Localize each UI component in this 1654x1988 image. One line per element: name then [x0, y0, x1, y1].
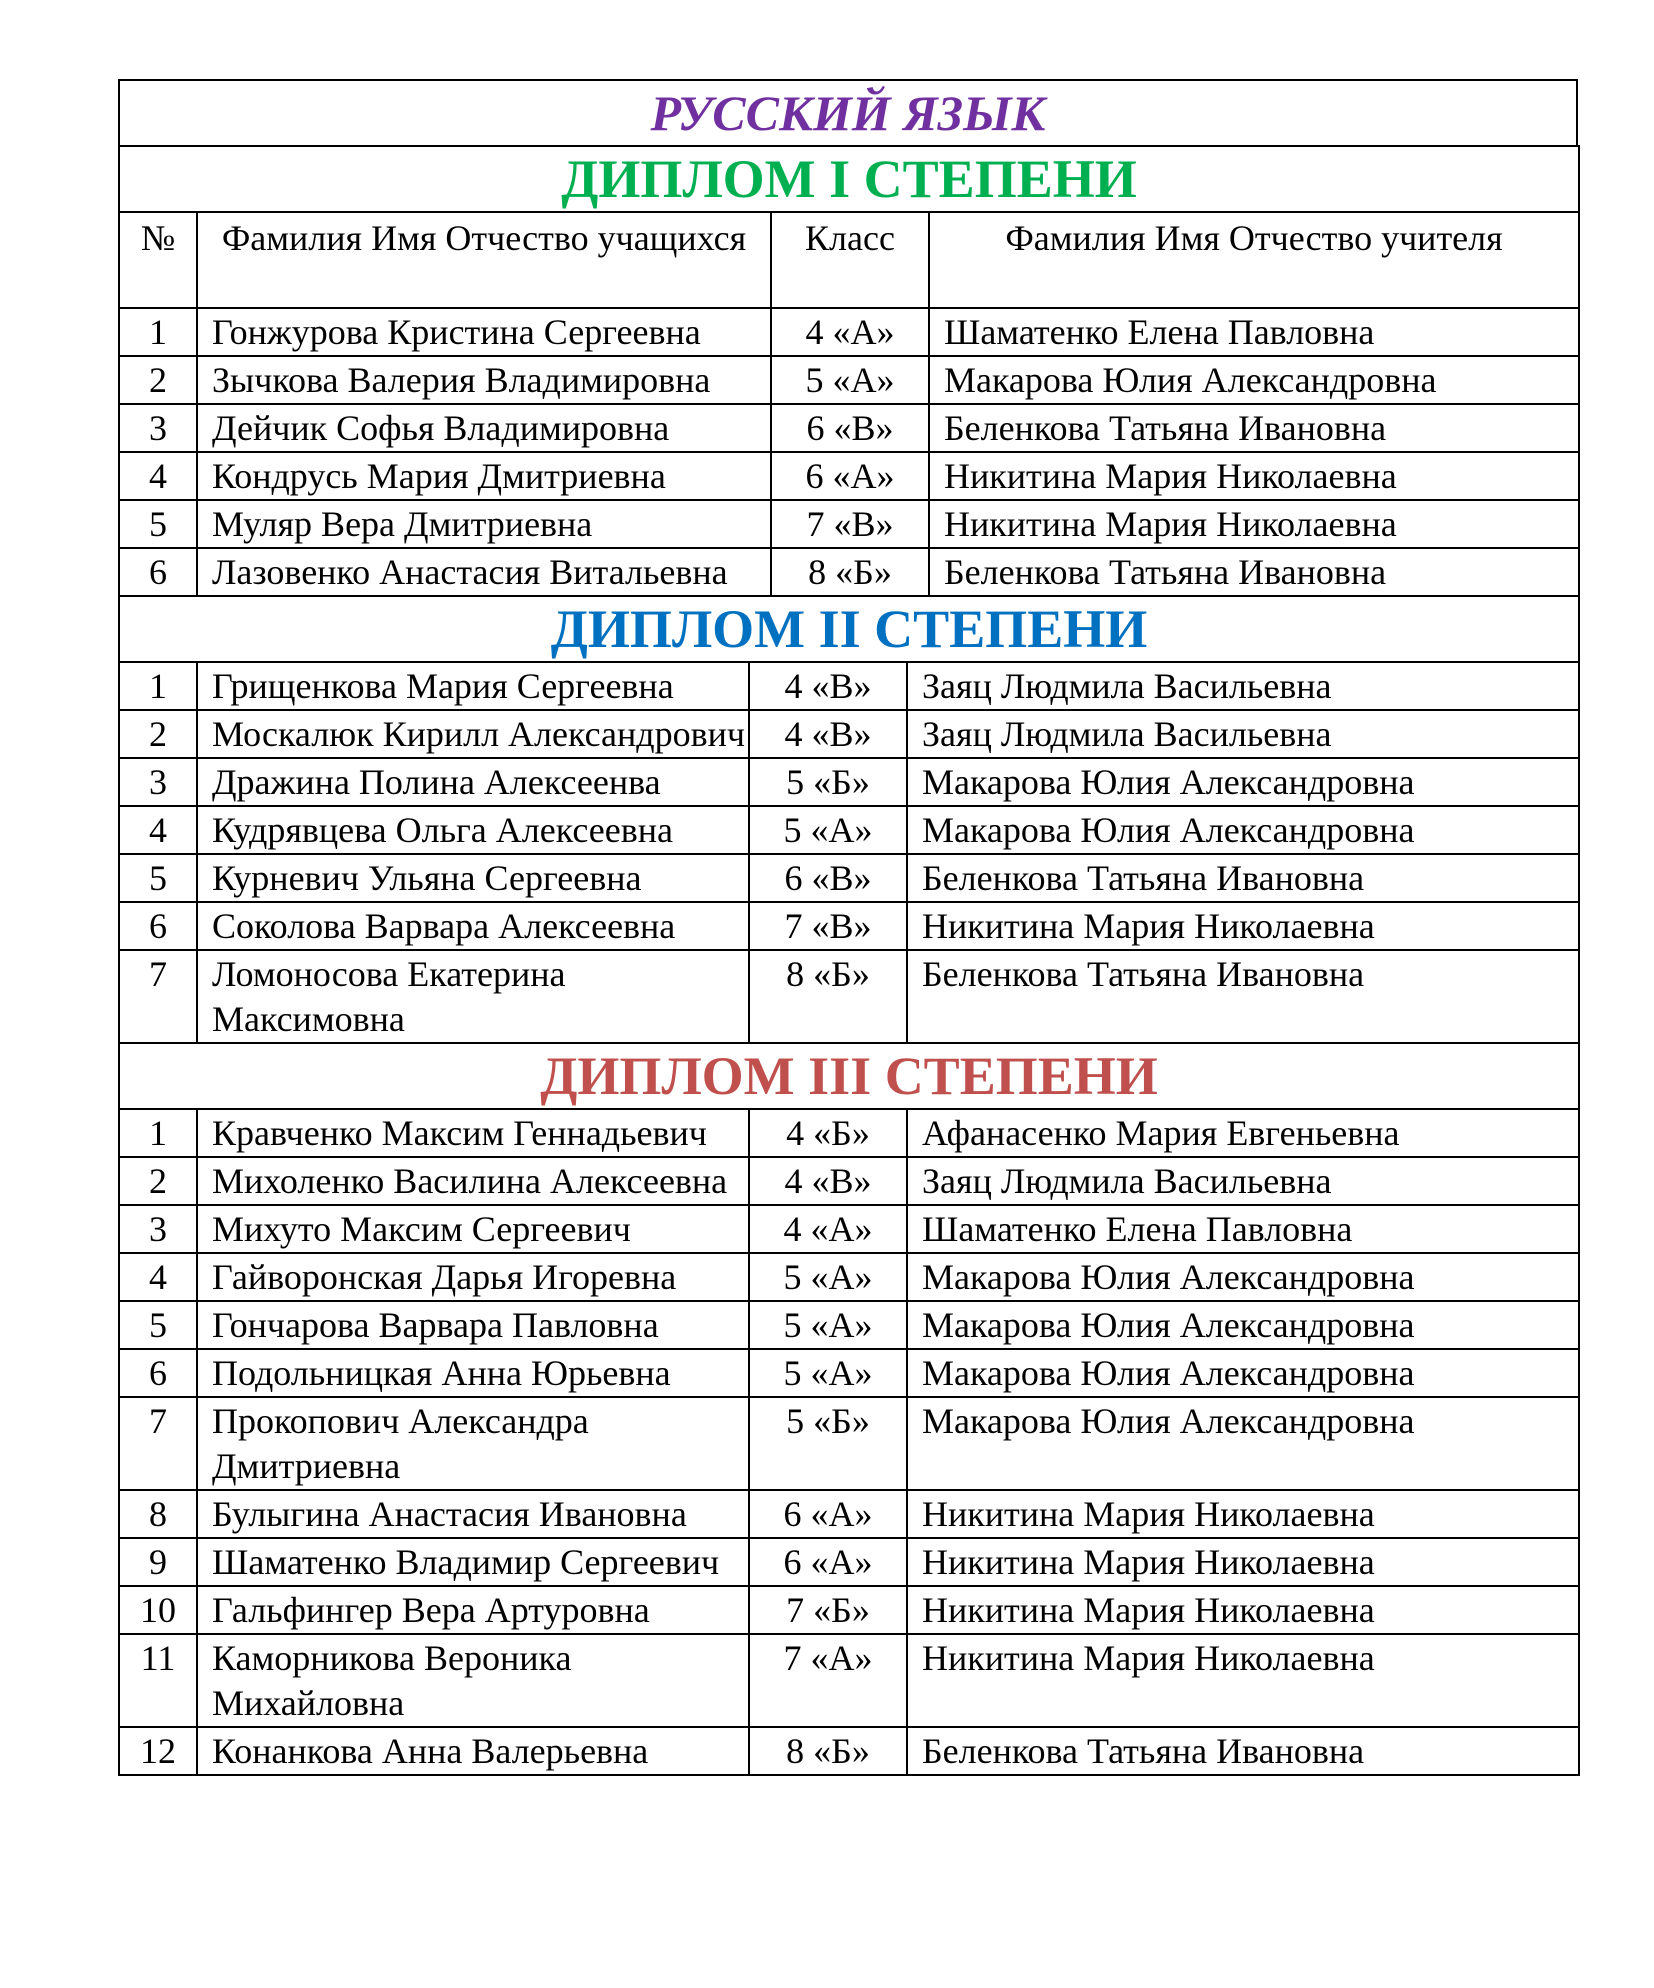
student-name: Кравченко Максим Геннадьевич [197, 1109, 749, 1157]
teacher-name: Никитина Мария Николаевна [907, 902, 1579, 950]
student-name: Дражина Полина Алексеенва [197, 758, 749, 806]
row-number: 3 [119, 404, 197, 452]
student-name: Лазовенко Анастасия Витальевна [197, 548, 771, 596]
class-label: 4 «В» [749, 710, 907, 758]
class-label: 5 «А» [771, 356, 929, 404]
student-name: Конанкова Анна Валерьевна [197, 1727, 749, 1775]
table-row [119, 1157, 1579, 1205]
diploma-1-rows [119, 308, 1579, 596]
row-number: 9 [119, 1538, 197, 1586]
diploma-2-rows [119, 662, 1579, 1043]
table-row [119, 1349, 1579, 1397]
class-label: 7 «Б» [749, 1586, 907, 1634]
header-student: Фамилия Имя Отчество учащихся [197, 212, 771, 308]
class-label: 6 «А» [749, 1490, 907, 1538]
row-number: 4 [119, 452, 197, 500]
row-number: 1 [119, 1109, 197, 1157]
teacher-name: Макарова Юлия Александровна [907, 758, 1579, 806]
teacher-name: Макарова Юлия Александровна [907, 1301, 1579, 1349]
class-label: 6 «В» [771, 404, 929, 452]
table-row [119, 806, 1579, 854]
teacher-name: Беленкова Татьяна Ивановна [907, 1727, 1579, 1775]
table-header-row [119, 212, 1579, 308]
class-label: 8 «Б» [749, 1727, 907, 1775]
row-number: 6 [119, 548, 197, 596]
row-number: 6 [119, 902, 197, 950]
row-number: 2 [119, 1157, 197, 1205]
student-name: Гончарова Варвара Павловна [197, 1301, 749, 1349]
student-name: Москалюк Кирилл Александрович [197, 710, 749, 758]
student-name: Гонжурова Кристина Сергеевна [197, 308, 771, 356]
class-label: 6 «А» [771, 452, 929, 500]
diploma-3-heading: ДИПЛОМ III СТЕПЕНИ [119, 1043, 1579, 1109]
row-number: 4 [119, 1253, 197, 1301]
teacher-name: Никитина Мария Николаевна [907, 1538, 1579, 1586]
table-row [119, 758, 1579, 806]
class-label: 4 «В» [749, 1157, 907, 1205]
table-row [119, 1727, 1579, 1775]
table-row [119, 1634, 1579, 1727]
teacher-name: Никитина Мария Николаевна [929, 500, 1579, 548]
table-row [119, 662, 1579, 710]
student-name: Кудрявцева Ольга Алексеевна [197, 806, 749, 854]
student-name: Гальфингер Вера Артуровна [197, 1586, 749, 1634]
table-row [119, 1301, 1579, 1349]
teacher-name: Беленкова Татьяна Ивановна [929, 404, 1579, 452]
teacher-name: Макарова Юлия Александровна [907, 806, 1579, 854]
row-number: 1 [119, 308, 197, 356]
table-row [119, 356, 1579, 404]
table-row [119, 548, 1579, 596]
student-name: Михоленко Василина Алексеевна [197, 1157, 749, 1205]
table-row [119, 902, 1579, 950]
row-number: 11 [119, 1634, 197, 1727]
row-number: 5 [119, 500, 197, 548]
class-label: 4 «А» [771, 308, 929, 356]
table-row [119, 1109, 1579, 1157]
student-name: Прокопович Александра Дмитриевна [197, 1397, 749, 1490]
teacher-name: Шаматенко Елена Павловна [907, 1205, 1579, 1253]
class-label: 4 «В» [749, 662, 907, 710]
class-label: 6 «А» [749, 1538, 907, 1586]
student-name: Гайворонская Дарья Игоревна [197, 1253, 749, 1301]
student-name: Ломоносова Екатерина Максимовна [197, 950, 749, 1043]
teacher-name: Никитина Мария Николаевна [907, 1634, 1579, 1727]
teacher-name: Беленкова Татьяна Ивановна [929, 548, 1579, 596]
student-name: Булыгина Анастасия Ивановна [197, 1490, 749, 1538]
student-name: Зычкова Валерия Владимировна [197, 356, 771, 404]
subject-title: РУССКИЙ ЯЗЫК [119, 80, 1577, 146]
teacher-name: Никитина Мария Николаевна [929, 452, 1579, 500]
row-number: 12 [119, 1727, 197, 1775]
teacher-name: Заяц Людмила Васильевна [907, 1157, 1579, 1205]
teacher-name: Беленкова Татьяна Ивановна [907, 854, 1579, 902]
row-number: 6 [119, 1349, 197, 1397]
table-row [119, 1490, 1579, 1538]
student-name: Шаматенко Владимир Сергеевич [197, 1538, 749, 1586]
teacher-name: Макарова Юлия Александровна [929, 356, 1579, 404]
row-number: 10 [119, 1586, 197, 1634]
class-label: 5 «А» [749, 1349, 907, 1397]
class-label: 7 «В» [771, 500, 929, 548]
row-number: 5 [119, 1301, 197, 1349]
teacher-name: Макарова Юлия Александровна [907, 1349, 1579, 1397]
row-number: 2 [119, 710, 197, 758]
row-number: 3 [119, 758, 197, 806]
row-number: 4 [119, 806, 197, 854]
table-row [119, 1586, 1579, 1634]
student-name: Михуто Максим Сергеевич [197, 1205, 749, 1253]
class-label: 5 «А» [749, 1301, 907, 1349]
teacher-name: Заяц Людмила Васильевна [907, 662, 1579, 710]
diploma-1-table [118, 145, 1580, 597]
diploma-1-heading: ДИПЛОМ I СТЕПЕНИ [119, 146, 1579, 212]
table-row [119, 950, 1579, 1043]
student-name: Каморникова Вероника Михайловна [197, 1634, 749, 1727]
row-number: 7 [119, 1397, 197, 1490]
row-number: 5 [119, 854, 197, 902]
student-name: Кондрусь Мария Дмитриевна [197, 452, 771, 500]
diploma-3-rows [119, 1109, 1579, 1775]
results-sheet [118, 79, 1578, 1776]
row-number: 3 [119, 1205, 197, 1253]
table-row [119, 1253, 1579, 1301]
teacher-name: Макарова Юлия Александровна [907, 1253, 1579, 1301]
table-row [119, 1205, 1579, 1253]
table-row [119, 710, 1579, 758]
table-row [119, 1397, 1579, 1490]
class-label: 4 «А» [749, 1205, 907, 1253]
diploma-3-table [118, 1042, 1580, 1776]
class-label: 5 «Б» [749, 1397, 907, 1490]
student-name: Подольницкая Анна Юрьевна [197, 1349, 749, 1397]
table-row [119, 854, 1579, 902]
class-label: 5 «А» [749, 1253, 907, 1301]
class-label: 8 «Б» [749, 950, 907, 1043]
teacher-name: Макарова Юлия Александровна [907, 1397, 1579, 1490]
table-row [119, 308, 1579, 356]
title-table [118, 79, 1578, 147]
table-row [119, 500, 1579, 548]
row-number: 2 [119, 356, 197, 404]
teacher-name: Шаматенко Елена Павловна [929, 308, 1579, 356]
class-label: 4 «Б» [749, 1109, 907, 1157]
teacher-name: Заяц Людмила Васильевна [907, 710, 1579, 758]
class-label: 7 «А» [749, 1634, 907, 1727]
student-name: Муляр Вера Дмитриевна [197, 500, 771, 548]
diploma-2-table [118, 595, 1580, 1044]
table-row [119, 1538, 1579, 1586]
teacher-name: Никитина Мария Николаевна [907, 1586, 1579, 1634]
header-class: Класс [771, 212, 929, 308]
student-name: Соколова Варвара Алексеевна [197, 902, 749, 950]
teacher-name: Никитина Мария Николаевна [907, 1490, 1579, 1538]
student-name: Курневич Ульяна Сергеевна [197, 854, 749, 902]
class-label: 5 «Б» [749, 758, 907, 806]
header-num: № [119, 212, 197, 308]
class-label: 8 «Б» [771, 548, 929, 596]
table-row [119, 452, 1579, 500]
teacher-name: Афанасенко Мария Евгеньевна [907, 1109, 1579, 1157]
row-number: 8 [119, 1490, 197, 1538]
class-label: 7 «В» [749, 902, 907, 950]
row-number: 7 [119, 950, 197, 1043]
student-name: Дейчик Софья Владимировна [197, 404, 771, 452]
teacher-name: Беленкова Татьяна Ивановна [907, 950, 1579, 1043]
table-row [119, 404, 1579, 452]
diploma-2-heading: ДИПЛОМ II СТЕПЕНИ [119, 596, 1579, 662]
class-label: 6 «В» [749, 854, 907, 902]
class-label: 5 «А» [749, 806, 907, 854]
row-number: 1 [119, 662, 197, 710]
student-name: Грищенкова Мария Сергеевна [197, 662, 749, 710]
header-teacher: Фамилия Имя Отчество учителя [929, 212, 1579, 308]
